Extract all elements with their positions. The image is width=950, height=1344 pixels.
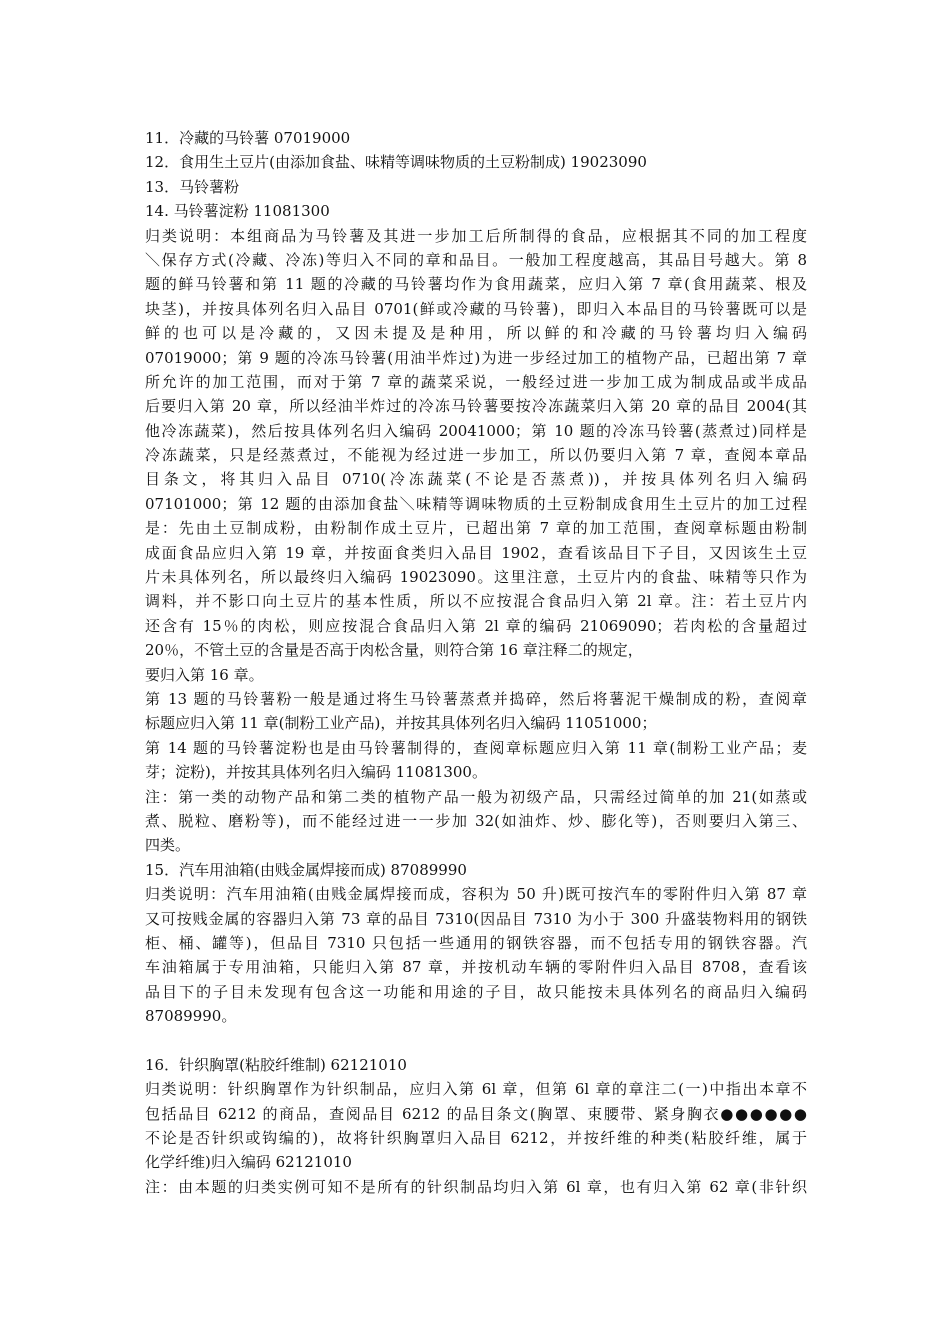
text-line: 片未具体列名，所以最终归入编码 19023090。这里注意，土豆片内的食盐、味精等只作为 <box>145 568 807 587</box>
text-line: 又可按贱金属的容器归入第 73 章的品目 7310(因品目 7310 为小于 300 升盛装物料用的钢铁 <box>145 909 807 928</box>
text-line: 07101000；第 12 题的由添加食盐＼味精等调味物质的土豆粉制成食用生土豆片的加工过程 <box>145 494 807 513</box>
blank-line <box>145 1028 807 1052</box>
text-line: 16．针织胸罩(粘胶纤维制) 62121010 <box>145 1055 407 1074</box>
text-line: 标题应归入第 11 章(制粉工业产品)，并按其具体列名归入编码 11051000； <box>145 714 657 733</box>
text-line: 是：先由土豆制成粉，由粉制作成土豆片，已超出第 7 章的加工范围，查阅章标题由粉制 <box>145 519 807 538</box>
text-line: 注：由本题的归类实例可知不是所有的针织制品均归入第 6l 章，也有归入第 62 章(非针织 <box>145 1177 807 1196</box>
text-line: 包括品目 6212 的商品，查阅品目 6212 的品目条文(胸罩、束腰带、紧身胸衣●●●●●● <box>145 1104 807 1123</box>
text-line: 鲜的也可以是冷藏的，又因未提及是种用，所以鲜的和冷藏的马铃薯均归入编码 <box>145 324 807 343</box>
text-line: 车油箱属于专用油箱，只能归入第 87 章，并按机动车辆的零附件归入品目 8708，查看该 <box>145 958 807 977</box>
text-line: 目条文，将其归入品目 0710(冷冻蔬菜(不论是否蒸煮))，并按具体列名归入编码 <box>145 470 807 489</box>
text-line: 12．食用生土豆片(由添加食盐、味精等调味物质的土豆粉制成) 19023090 <box>145 153 647 172</box>
text-line: 块茎)，并按具体列名归入品目 0701(鲜或冷藏的马铃薯)，即归入本品目的马铃薯既可以是 <box>145 299 807 318</box>
text-line: 87089990。 <box>145 1007 237 1026</box>
text-line: 20％，不管土豆的含量是否高于肉松含量，则符合第 16 章注释二的规定， <box>145 641 643 660</box>
text-line: 归类说明：汽车用油箱(由贱金属焊接而成，容积为 50 升)既可按汽车的零附件归入第 87 章 <box>145 885 807 904</box>
text-line: 还含有 15％的肉松，则应按混合食品归入第 2l 章的编码 21069090；若肉松的含量超过 <box>145 616 807 635</box>
text-line: 所允许的加工范围，而对于第 7 章的蔬菜采说，一般经过进一步加工成为制成品或半成品 <box>145 372 807 391</box>
text-line: 注：第一类的动物产品和第二类的植物产品一般为初级产品，只需经过简单的加 21(如蒸或 <box>145 787 807 806</box>
text-line: 归类说明：本组商品为马铃薯及其进一步加工后所制得的食品，应根据其不同的加工程度 <box>145 226 807 245</box>
text-line: 15．汽车用油箱(由贱金属焊接而成) 87089990 <box>145 860 467 879</box>
text-line: 调料，并不影口向土豆片的基本性质，所以不应按混合食品归入第 2l 章。注：若土豆片内 <box>145 592 807 611</box>
text-line: 不论是否针织或钩编的)，故将针织胸罩归入品目 6212，并按纤维的种类(粘胶纤维，属于 <box>145 1129 807 1148</box>
text-line: 冷冻蔬菜，只是经蒸煮过，不能视为经过进一步加工，所以仍要归入第 7 章，查阅本章品 <box>145 446 807 465</box>
text-line: 要归入第 16 章。 <box>145 665 264 684</box>
text-line: 成面食品应归入第 19 章，并按面食类归入品目 1902，查看该品目下子目，又因该生土豆 <box>145 543 807 562</box>
text-line: 第 13 题的马铃薯粉一般是通过将生马铃薯蒸煮并捣碎，然后将薯泥干燥制成的粉，查阅章 <box>145 689 807 708</box>
document-page <box>145 126 807 1199</box>
text-line: 11．冷藏的马铃薯 07019000 <box>145 129 351 147</box>
text-line: 化学纤维)归入编码 62121010 <box>145 1153 352 1172</box>
text-line: 后要归入第 20 章，所以经油半炸过的冷冻马铃薯要按冷冻蔬菜归入第 20 章的品目 2004(其 <box>145 397 807 416</box>
text-line: 14. 马铃薯淀粉 11081300 <box>145 202 330 221</box>
text-line: 柜、桶、罐等)，但品目 7310 只包括一些通用的钢铁容器，而不包括专用的钢铁容器。汽 <box>145 933 807 952</box>
text-line: 第 14 题的马铃薯淀粉也是由马铃薯制得的，查阅章标题应归入第 11 章(制粉工业产品；麦 <box>145 738 807 757</box>
text-line: 13．马铃薯粉 <box>145 177 240 196</box>
text-line: 07019000；第 9 题的冷冻马铃薯(用油半炸过)为进一步经过加工的植物产品，已超出第 7 章 <box>145 348 807 367</box>
text-line: 芽；淀粉)，并按其具体列名归入编码 11081300。 <box>145 763 487 782</box>
text-line: 煮、脱粒、磨粉等)，而不能经过进一一步加 32(如油炸、炒、膨化等)，否则要归入第三、 <box>145 811 807 830</box>
text-line: 他冷冻蔬菜)，然后按具体列名归入编码 20041000；第 10 题的冷冻马铃薯(蒸煮过)同样是 <box>145 421 807 440</box>
text-line: 归类说明：针织胸罩作为针织制品，应归入第 6l 章，但第 6l 章的章注二(一)中指出本章不 <box>145 1080 807 1099</box>
text-line: ＼保存方式(冷藏、冷冻)等归入不同的章和品目。一般加工程度越高，其品目号越大。第 8 <box>145 250 807 269</box>
text-line: 题的鲜马铃薯和第 11 题的冷藏的马铃薯均作为食用蔬菜，应归入第 7 章(食用蔬菜、根及 <box>145 275 807 294</box>
text-line: 四类。 <box>145 836 191 855</box>
text-line: 品目下的子目未发现有包含这一功能和用途的子目，故只能按未具体列名的商品归入编码 <box>145 982 807 1001</box>
